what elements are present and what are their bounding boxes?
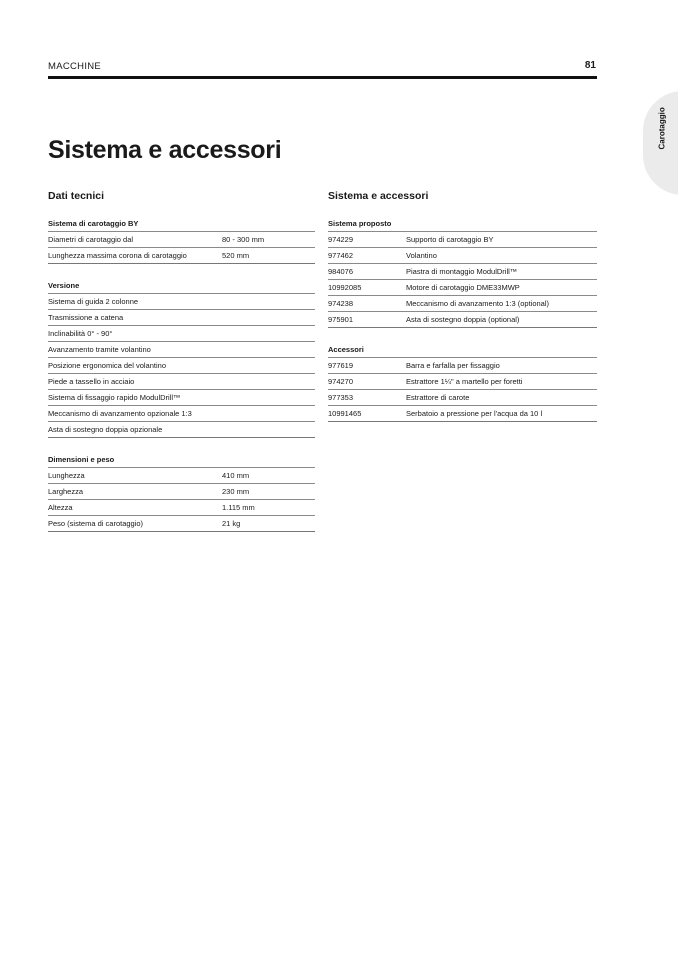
page-title: Sistema e accessori — [48, 136, 282, 164]
spec-value — [222, 358, 300, 373]
spec-value — [222, 390, 300, 405]
spec-value — [222, 342, 300, 357]
spec-section — [48, 278, 315, 438]
spec-value — [222, 406, 300, 421]
spec-label: Avanzamento tramite volantino — [48, 345, 151, 354]
article-number: 977462 — [328, 251, 354, 260]
table-row — [48, 500, 315, 516]
spec-label: Trasmissione a catena — [48, 313, 124, 322]
spec-value — [222, 294, 300, 309]
spec-label: Inclinabilità 0° - 90° — [48, 329, 113, 338]
section-heading: Accessori — [328, 342, 597, 358]
article-description: Serbatoio a pressione per l'acqua da 10 l — [406, 409, 543, 418]
spec-section — [328, 216, 597, 328]
spec-label: Lunghezza massima corona di carotaggio — [48, 251, 187, 260]
article-description: Meccanismo di avanzamento 1:3 (optional) — [406, 299, 549, 308]
table-row — [48, 390, 315, 406]
spec-value — [222, 374, 300, 389]
article-number: 974238 — [328, 299, 354, 308]
table-row — [328, 390, 597, 406]
article-description: Piastra di montaggio ModulDrill™ — [406, 267, 518, 276]
article-number: 974270 — [328, 377, 354, 386]
spec-value: 230 mm — [222, 487, 250, 496]
header-section-label: MACCHINE — [48, 61, 102, 72]
table-row — [328, 248, 597, 264]
table-row — [328, 358, 597, 374]
article-description: Barra e farfalla per fissaggio — [406, 361, 500, 370]
table-row — [48, 248, 315, 264]
spec-value: 21 kg — [222, 519, 241, 528]
spec-value — [222, 326, 300, 341]
table-row — [328, 280, 597, 296]
table-row — [48, 358, 315, 374]
technical-data-title: Dati tecnici — [48, 190, 105, 202]
table-row — [328, 232, 597, 248]
article-description: Estrattore di carote — [406, 393, 470, 402]
article-number: 977353 — [328, 393, 354, 402]
section-heading: Versione — [48, 278, 315, 294]
system-accessories-column — [328, 190, 597, 436]
spec-section — [48, 452, 315, 532]
spec-label: Lunghezza — [48, 471, 85, 480]
spec-value: 80 - 300 mm — [222, 235, 265, 244]
table-row — [328, 374, 597, 390]
table-row — [48, 342, 315, 358]
table-row — [48, 516, 315, 532]
article-number: 984076 — [328, 267, 354, 276]
table-row — [328, 312, 597, 328]
table-row — [48, 468, 315, 484]
table-row — [328, 406, 597, 422]
table-row — [48, 232, 315, 248]
spec-label: Sistema di fissaggio rapido ModulDrill™ — [48, 393, 181, 402]
spec-value — [222, 422, 300, 437]
page-number: 81 — [584, 60, 596, 71]
article-description: Volantino — [406, 251, 437, 260]
section-heading: Dimensioni e peso — [48, 452, 315, 468]
spec-section — [48, 216, 315, 264]
system-accessories-title: Sistema e accessori — [328, 190, 429, 202]
table-row — [48, 406, 315, 422]
article-number: 974229 — [328, 235, 354, 244]
spec-label: Asta di sostegno doppia opzionale — [48, 425, 163, 434]
spec-value: 410 mm — [222, 471, 250, 480]
table-row — [48, 484, 315, 500]
article-description: Motore di carotaggio DME33MWP — [406, 283, 520, 292]
article-number: 975901 — [328, 315, 354, 324]
spec-value: 520 mm — [222, 251, 250, 260]
article-description: Asta di sostegno doppia (optional) — [406, 315, 520, 324]
article-number: 10991465 — [328, 409, 362, 418]
side-tab-label: Carotaggio — [657, 107, 667, 150]
header-rule — [48, 76, 597, 79]
spec-value — [222, 310, 300, 325]
technical-data-column — [48, 190, 315, 546]
spec-label: Altezza — [48, 503, 73, 512]
article-description: Supporto di carotaggio BY — [406, 235, 494, 244]
spec-label: Posizione ergonomica del volantino — [48, 361, 166, 370]
article-number: 10992085 — [328, 283, 362, 292]
spec-section — [328, 342, 597, 422]
table-row — [48, 374, 315, 390]
spec-label: Sistema di guida 2 colonne — [48, 297, 139, 306]
spec-value: 1.115 mm — [222, 503, 255, 512]
article-description: Estrattore 1¼" a martello per foretti — [406, 377, 523, 386]
section-heading: Sistema di carotaggio BY — [48, 216, 315, 232]
spec-label: Peso (sistema di carotaggio) — [48, 519, 144, 528]
article-number: 977619 — [328, 361, 354, 370]
table-row — [48, 326, 315, 342]
table-row — [48, 294, 315, 310]
table-row — [48, 310, 315, 326]
spec-label: Larghezza — [48, 487, 84, 496]
section-heading: Sistema proposto — [328, 216, 597, 232]
spec-label: Piede a tassello in acciaio — [48, 377, 135, 386]
table-row — [328, 264, 597, 280]
spec-label: Meccanismo di avanzamento opzionale 1:3 — [48, 409, 192, 418]
spec-label: Diametri di carotaggio dal — [48, 235, 134, 244]
table-row — [48, 422, 315, 438]
table-row — [328, 296, 597, 312]
